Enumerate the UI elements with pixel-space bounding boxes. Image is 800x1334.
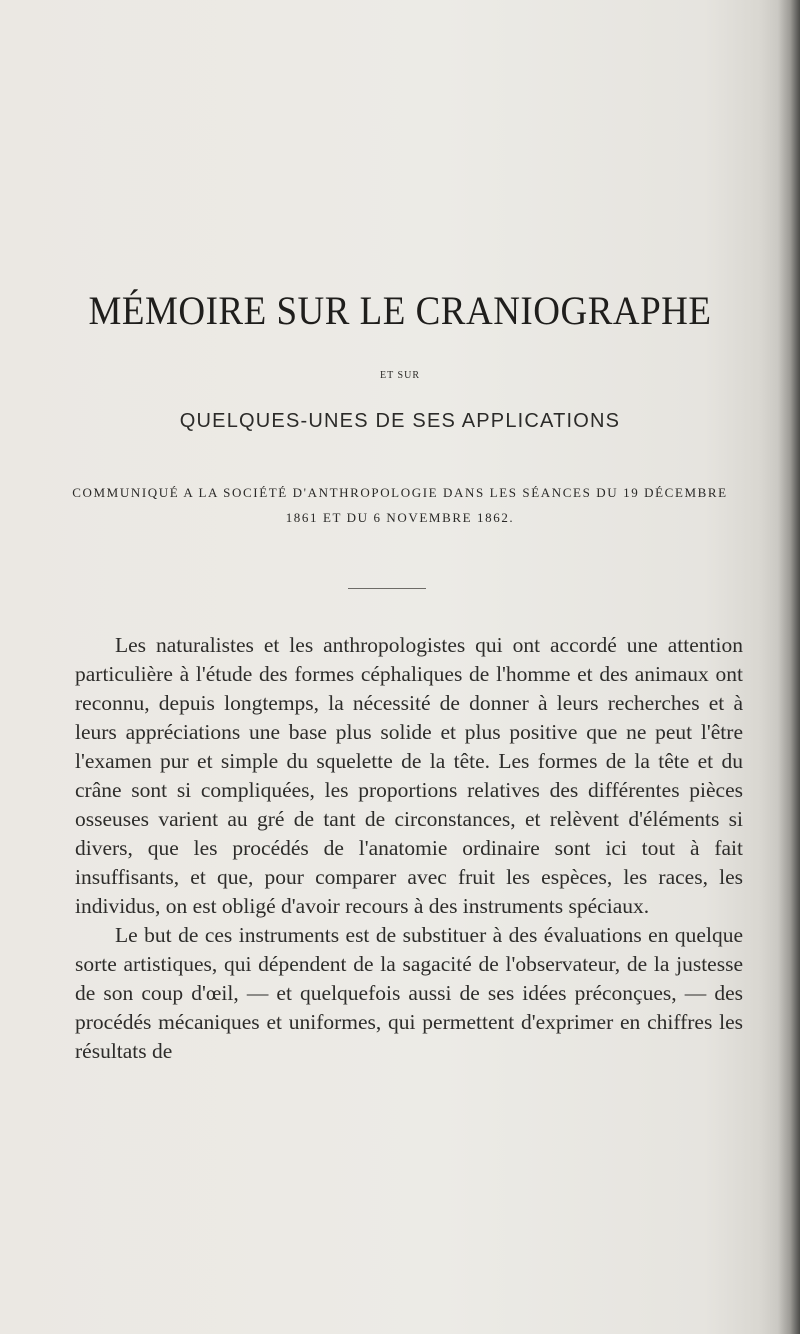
communication-note: COMMUNIQUÉ A LA SOCIÉTÉ D'ANTHROPOLOGIE DANS LES SÉANCES DU 19 DÉCEMBRE 1861 ET DU 6 NOVEMBRE 1862.: [72, 485, 728, 525]
page-title: MÉMOIRE SUR LE CRANIOGRAPHE: [88, 289, 712, 334]
section-divider: [348, 588, 426, 589]
paragraph-2: Le but de ces instruments est de substituer à des évaluations en quelque sorte artistiques, qui dépendent de la sagacité de l'observateur, de la justesse de son coup d'œil, — et quelquefois aussi de ses idées préconçues, — des procédés mécaniques et uniformes, qui permettent d'exprimer en chiffres les résultats de: [75, 923, 743, 1063]
page-subtitle: QUELQUES-UNES DE SES APPLICATIONS: [179, 410, 621, 432]
body-text: [75, 631, 743, 1066]
paragraph-1: Les naturalistes et les anthropologistes qui ont accordé une attention particulière à l'étude des formes céphaliques de l'homme et des animaux ont reconnu, depuis longtemps, la nécessité de donner à leurs recherches et à leurs appréciations une base plus solide et plus positive que ne peut l'être l'examen pur et simple du squelette de la tête. Les formes de la tête et du crâne sont si compliquées, les proportions relatives des différentes pièces osseuses varient au gré de tant de circonstances, et relèvent d'éléments si divers, que les procédés de l'anatomie ordinaire sont ici tout à fait insuffisants, et que, pour comparer avec fruit les espèces, les races, les individus, on est obligé d'avoir recours à des instruments spéciaux.: [75, 633, 743, 918]
page-binding-edge: [778, 0, 800, 1334]
title-connector: ET SUR: [380, 370, 420, 381]
